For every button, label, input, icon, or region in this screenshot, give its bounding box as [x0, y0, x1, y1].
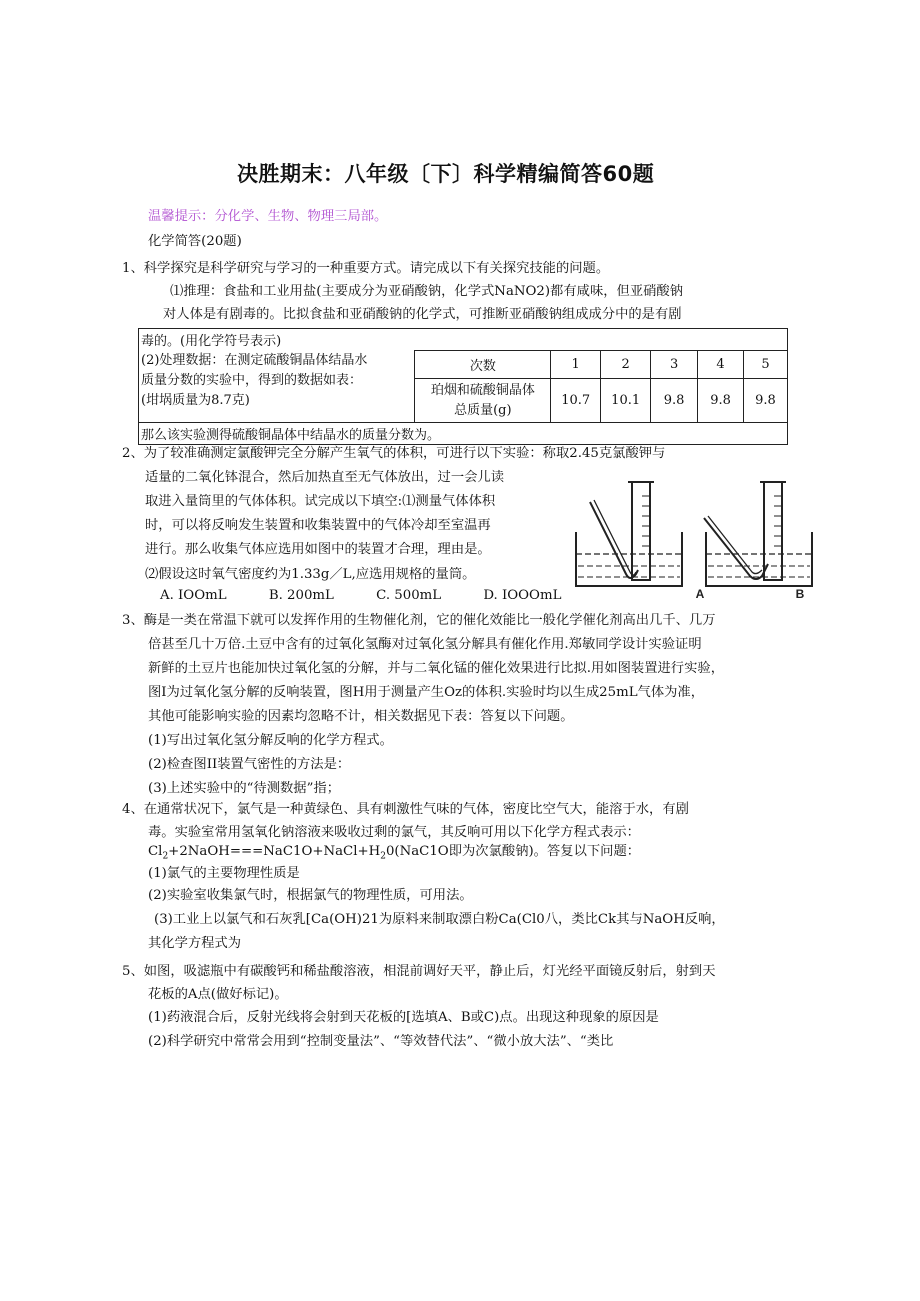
gas-collection-apparatus-figure [570, 474, 830, 604]
table-cell-1: 10.7 [551, 379, 601, 423]
q1-line-4: 毒的。(用化学符号表示) [139, 329, 788, 351]
q4-line-6: (3)工业上以氯气和石灰乳[Ca(OH)21为原料来制取漂白粉Ca(Cl0八，类比Ck其与NaOH反响， [154, 912, 725, 927]
q4-equation [148, 842, 640, 867]
table-header-trial: 次数 [415, 351, 551, 379]
q5-line-1: 5、如图，吸滤瓶中有碳酸钙和稀盐酸溶液，相混前调好天平，静止后，灯光经平面镜反射后，射到天 [122, 964, 716, 979]
table-cell-5: 9.8 [744, 379, 788, 423]
table-header-5: 5 [744, 351, 788, 379]
q3-line-2: 倍甚至几十万倍.土豆中含有的过氧化氢酶对过氧化氢分解具有催化作用.郑敏同学设计实验证明 [148, 637, 702, 652]
apparatus-a [576, 482, 682, 586]
q1-data-table [138, 328, 788, 445]
q3-line-6: (1)写出过氧化氢分解反响的化学方程式。 [148, 733, 393, 748]
q4-equation-part-3: 0(NaC1O即为次氯酸钠)。答复以下问题： [385, 844, 641, 859]
q1-line-3: 对人体是有剧毒的。比拟食盐和亚硝酸钠的化学式，可推断亚硝酸钠组成成分中的是有剧 [163, 307, 682, 322]
q4-line-2: 毒。实验室常用氢氧化钠溶液来吸收过剩的氯气，其反响可用以下化学方程式表示： [148, 825, 640, 840]
q2-line-6: ⑵假设这时氧气密度约为1.33g／L,应选用规格的量筒。 [145, 567, 476, 582]
q4-equation-part-1: Cl [148, 844, 163, 859]
table-header-4: 4 [698, 351, 744, 379]
q1-line-1: 1、科学探究是科学研究与学习的一种重要方式。请完成以下有关探究技能的问题。 [122, 261, 610, 276]
table-cell-4: 9.8 [698, 379, 744, 423]
table-header-2: 2 [601, 351, 651, 379]
q3-line-7: (2)检查图II装置气密性的方法是： [148, 757, 351, 772]
q1-line-8: 那么该实验测得硫酸铜晶体中结晶水的质量分数为。 [139, 423, 788, 445]
apparatus-b [704, 482, 812, 586]
q5-line-4: (2)科学研究中常常会用到“控制变量法”、“等效替代法”、“微小放大法”、“类比 [148, 1034, 614, 1049]
table-header-3: 3 [651, 351, 698, 379]
q5-line-2: 花板的A点(做好标记)。 [148, 987, 288, 1002]
q1-data-description [139, 351, 415, 423]
figure-label-a: A [695, 587, 705, 601]
q2-line-3: 取进入量筒里的气体体积。试完成以下填空:⑴测量气体体积 [145, 494, 496, 509]
table-row-label-line-1: 珀烟和硫酸铜晶体 [430, 382, 535, 398]
page-title: 决胜期末：八年级〔下〕科学精编简答60题 [237, 162, 655, 186]
table-cell-3: 9.8 [651, 379, 698, 423]
q4-line-1: 4、在通常状况下，氯气是一种黄绿色、具有刺激性气味的气体，密度比空气大，能溶于水，有剧 [122, 802, 689, 817]
table-header-1: 1 [551, 351, 601, 379]
q4-line-4: (1)氯气的主要物理性质是 [148, 866, 300, 881]
q1-line-6: 质量分数的实验中，得到的数据如表： [141, 372, 363, 388]
q2-line-2: 适量的二氧化钵混合，然后加热直至无气体放出，过一会儿读 [145, 470, 505, 485]
q2-line-4: 时，可以将反响发生装置和收集装置中的气体冷却至室温再 [145, 518, 491, 533]
q3-line-8: (3)上述实验中的“待测数据”指； [148, 781, 340, 796]
q2-line-1: 2、为了较准确测定氯酸钾完全分解产生氧气的体积，可进行以下实验：称取2.45克氯酸钾与 [122, 446, 666, 461]
table-row-label-line-2: 总质量(g) [454, 402, 512, 418]
q3-line-1: 3、酶是一类在常温下就可以发挥作用的生物催化剂，它的催化效能比一般化学催化剂高出几千、几万 [122, 613, 716, 628]
q1-line-7: (坩埚质量为8.7克) [141, 392, 250, 408]
q4-line-5: (2)实验室收集氯气时，根据氯气的物理性质，可用法。 [148, 888, 473, 903]
q1-line-2: ⑴推理：食盐和工业用盐(主要成分为亚硝酸钠，化学式NaNO2)都有咸味，但亚硝酸钠 [170, 284, 684, 299]
figure-label-b: B [795, 587, 805, 601]
table-cell-2: 10.1 [601, 379, 651, 423]
q2-options: A. IOOmL B. 200mL C. 500mL D. IOOOmL [160, 588, 562, 603]
table-row-label [415, 379, 551, 423]
q3-line-3: 新鲜的土豆片也能加快过氧化氢的分解，并与二氧化锰的催化效果进行比拟.用如图装置进行实验， [148, 661, 724, 676]
tip-text: 温馨提示：分化学、生物、物理三局部。 [148, 209, 388, 224]
q2-line-5: 进行。那么收集气体应选用如图中的装置才合理，理由是。 [145, 542, 491, 557]
q1-line-5: (2)处理数据：在测定硫酸铜晶体结晶水 [141, 352, 368, 368]
q5-line-3: (1)药液混合后，反射光线将会射到天花板的[选填A、B或C)点。出现这种现象的原因是 [148, 1010, 659, 1025]
q4-equation-subscript-2: 2 [380, 851, 386, 862]
q3-line-5: 其他可能影响实验的因素均忽略不计，相关数据见下表：答复以下问题。 [148, 709, 574, 724]
q3-line-4: 图I为过氧化氢分解的反响装置，图H用于测量产生Oz的体积.实验时均以生成25mL气体为准， [148, 685, 705, 700]
section-heading: 化学简答(20题) [148, 234, 242, 249]
q4-equation-part-2: +2NaOH===NaC1O+NaCl+H [168, 844, 381, 859]
q4-equation-subscript-1: 2 [162, 851, 169, 862]
q4-line-7: 其化学方程式为 [148, 936, 242, 951]
